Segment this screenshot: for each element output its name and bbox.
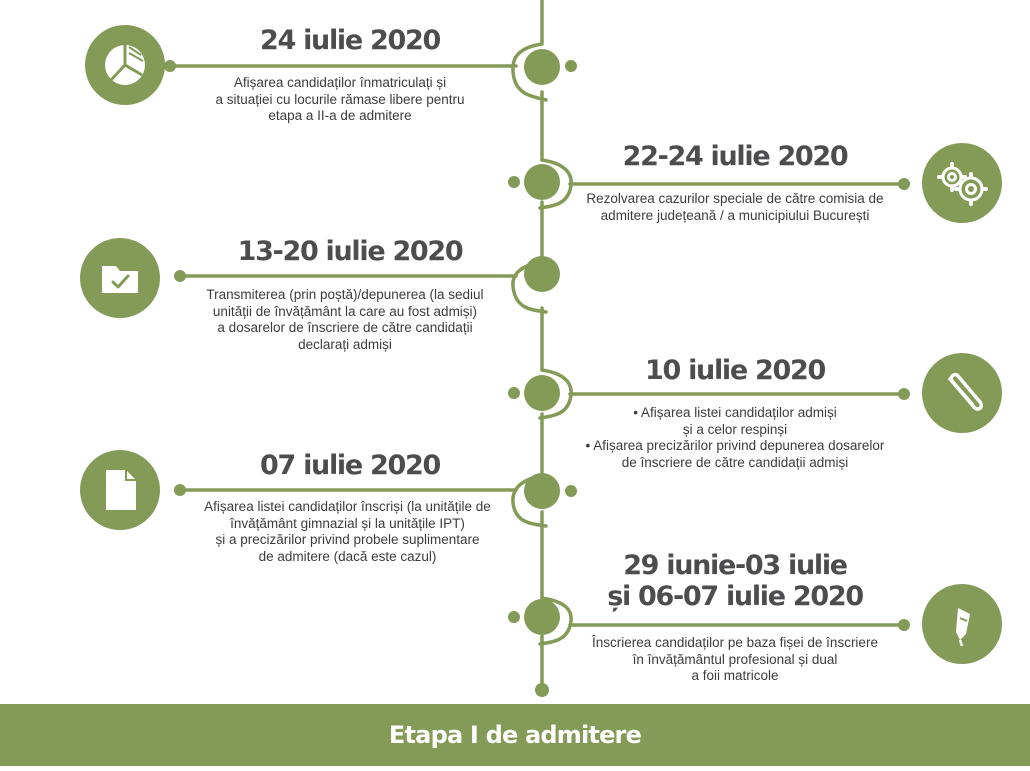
stage-footer-banner xyxy=(0,704,1030,766)
footer-label: Etapa I de admitere xyxy=(388,721,642,749)
document-icon xyxy=(80,450,160,530)
event-date: 10 iulie 2020 xyxy=(645,355,825,386)
folder-check-icon xyxy=(80,238,160,318)
event-description: Transmiterea (prin poștă)/depunerea (la sediul unității de învățământ la care au fost admiși) a dosarelor de înscriere de către candidații declarați admiși xyxy=(206,287,484,352)
event-description: • Afișarea listei candidaților admiși și a celor respinși • Afișarea precizărilor privind depunerea dosarelor de înscriere de către candidații admiși xyxy=(585,405,885,470)
pie-chart-icon xyxy=(85,25,165,105)
gears-icon xyxy=(922,143,1002,223)
event-date: 07 iulie 2020 xyxy=(260,450,440,481)
event-date: 29 iunie-03 iulie și 06-07 iulie 2020 xyxy=(607,550,863,612)
pen-icon xyxy=(922,584,1002,664)
event-description: Afișarea listei candidaților înscriși (la unitățile de învățământ gimnazial și la unitățile IPT) și a precizărilor privind probele suplimentare de admitere (dacă este cazul) xyxy=(204,499,491,564)
paperclip-icon xyxy=(922,353,1002,433)
event-date: 13-20 iulie 2020 xyxy=(237,236,463,267)
event-date: 22-24 iulie 2020 xyxy=(622,141,848,172)
event-description: Înscrierea candidaților pe baza fișei de înscriere în învățământul profesional și dual a foii matricole xyxy=(592,635,878,683)
event-description: Afișarea candidaților înmatriculați și a situației cu locurile rămase libere pentru etapa a II-a de admitere xyxy=(215,75,465,123)
event-description: Rezolvarea cazurilor speciale de către comisia de admitere județeană / a municipiului București xyxy=(586,191,884,223)
event-date: 24 iulie 2020 xyxy=(260,25,440,56)
